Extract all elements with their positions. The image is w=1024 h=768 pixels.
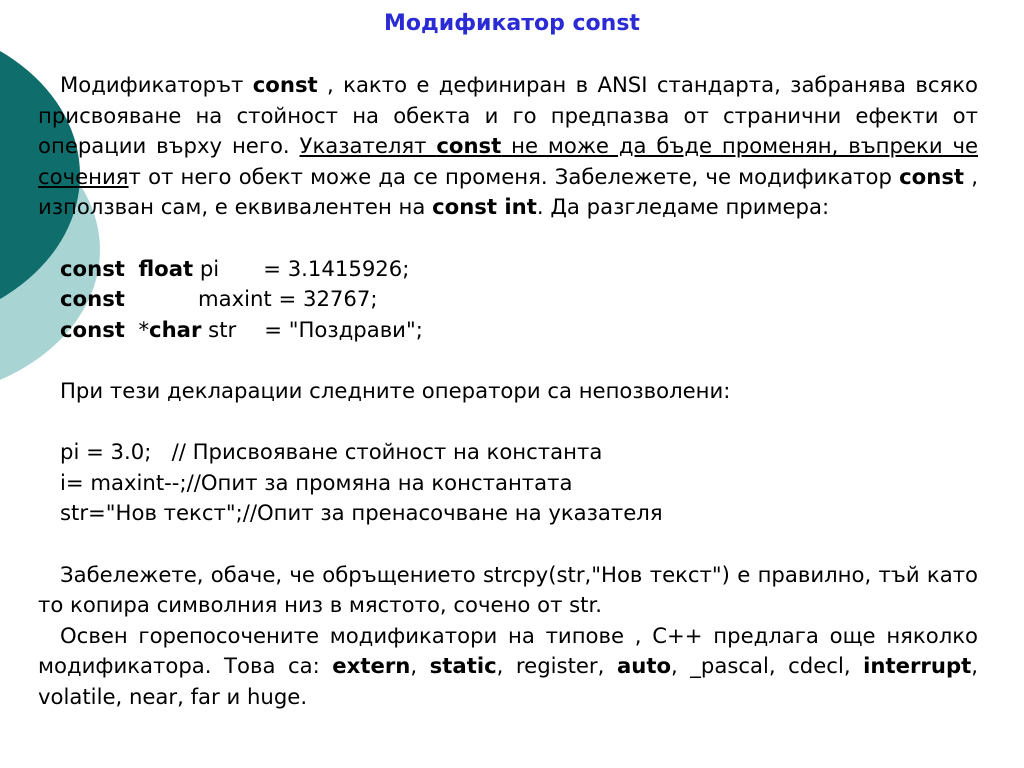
code-line: pi = 3.0; // Присвояване стойност на константа — [60, 439, 603, 465]
code-keyword: const — [60, 286, 125, 312]
intro-text-6: , използван сам, е еквивалентен на — [38, 163, 978, 220]
code-line — [38, 315, 978, 346]
code-keyword: char — [149, 316, 202, 342]
keyword-extern: extern — [332, 653, 411, 679]
modifiers-text: Освен горепосочените модификатори на типове , С++ предлага още няколко модификатора. Това са: — [38, 622, 978, 679]
code-keyword: const — [60, 255, 125, 281]
intro-text-2: , както е дефиниран в ANSI стандарта, забранява всяко присвояване на стойност на обекта и го предпазва от странични ефекти от операции върху него. — [38, 72, 978, 159]
code-text: str — [201, 316, 237, 342]
keyword-const: const — [899, 163, 965, 189]
prohibited-intro: При тези декларации следните оператори са непозволени: — [60, 377, 731, 403]
code-text: = 3.1415926; — [263, 255, 410, 281]
keyword-const-int: const int — [432, 194, 537, 220]
spacer — [38, 529, 978, 560]
code-text: = "Поздрави"; — [264, 316, 423, 342]
keyword-auto: auto — [616, 653, 672, 679]
modifiers-text: , — [410, 653, 430, 679]
intro-text-7: . Да разгледаме примера: — [536, 194, 830, 220]
code-line — [38, 254, 978, 285]
code-text: pi — [193, 255, 220, 281]
slide-body — [38, 70, 978, 712]
code-keyword: float — [138, 255, 194, 281]
code-text: maxint = 32767; — [197, 286, 378, 312]
modifiers-text: , register, — [496, 653, 617, 679]
modifiers-text: , _pascal, cdecl, — [671, 653, 864, 679]
keyword-const: const — [252, 72, 318, 97]
code-line: str="Нов текст";//Опит за пренасочване на указателя — [60, 500, 663, 526]
keyword-static: static — [429, 653, 497, 679]
note-paragraph: Забележете, обаче, че обръщението strcpy(str,"Нов текст") е правилно, тъй като то копира символния низ в мястото, сочено от str. — [38, 561, 978, 618]
intro-text-5: т от него обект може да се променя. Забележете, че модификатор — [128, 163, 900, 189]
intro-text-1: Модификаторът — [60, 72, 253, 97]
modifiers-text: , volatile, near, far и huge. — [38, 653, 978, 709]
code-keyword: const — [60, 316, 125, 342]
spacer — [38, 345, 978, 376]
modifiers-paragraph — [38, 621, 978, 713]
code-line: i= maxint--;//Опит за промяна на константата — [60, 469, 573, 495]
intro-text-underlined-2: не може да бъде променян, въпреки че сочения — [38, 133, 979, 189]
keyword-const: const — [436, 133, 502, 159]
keyword-interrupt: interrupt — [863, 653, 972, 679]
spacer — [38, 223, 978, 254]
slide-title: Модификатор const — [384, 11, 640, 36]
code-line — [38, 284, 978, 315]
intro-paragraph — [38, 70, 978, 223]
spacer — [38, 407, 978, 438]
intro-text-underlined-1: Указателят — [299, 133, 437, 159]
code-text: * — [138, 316, 150, 342]
